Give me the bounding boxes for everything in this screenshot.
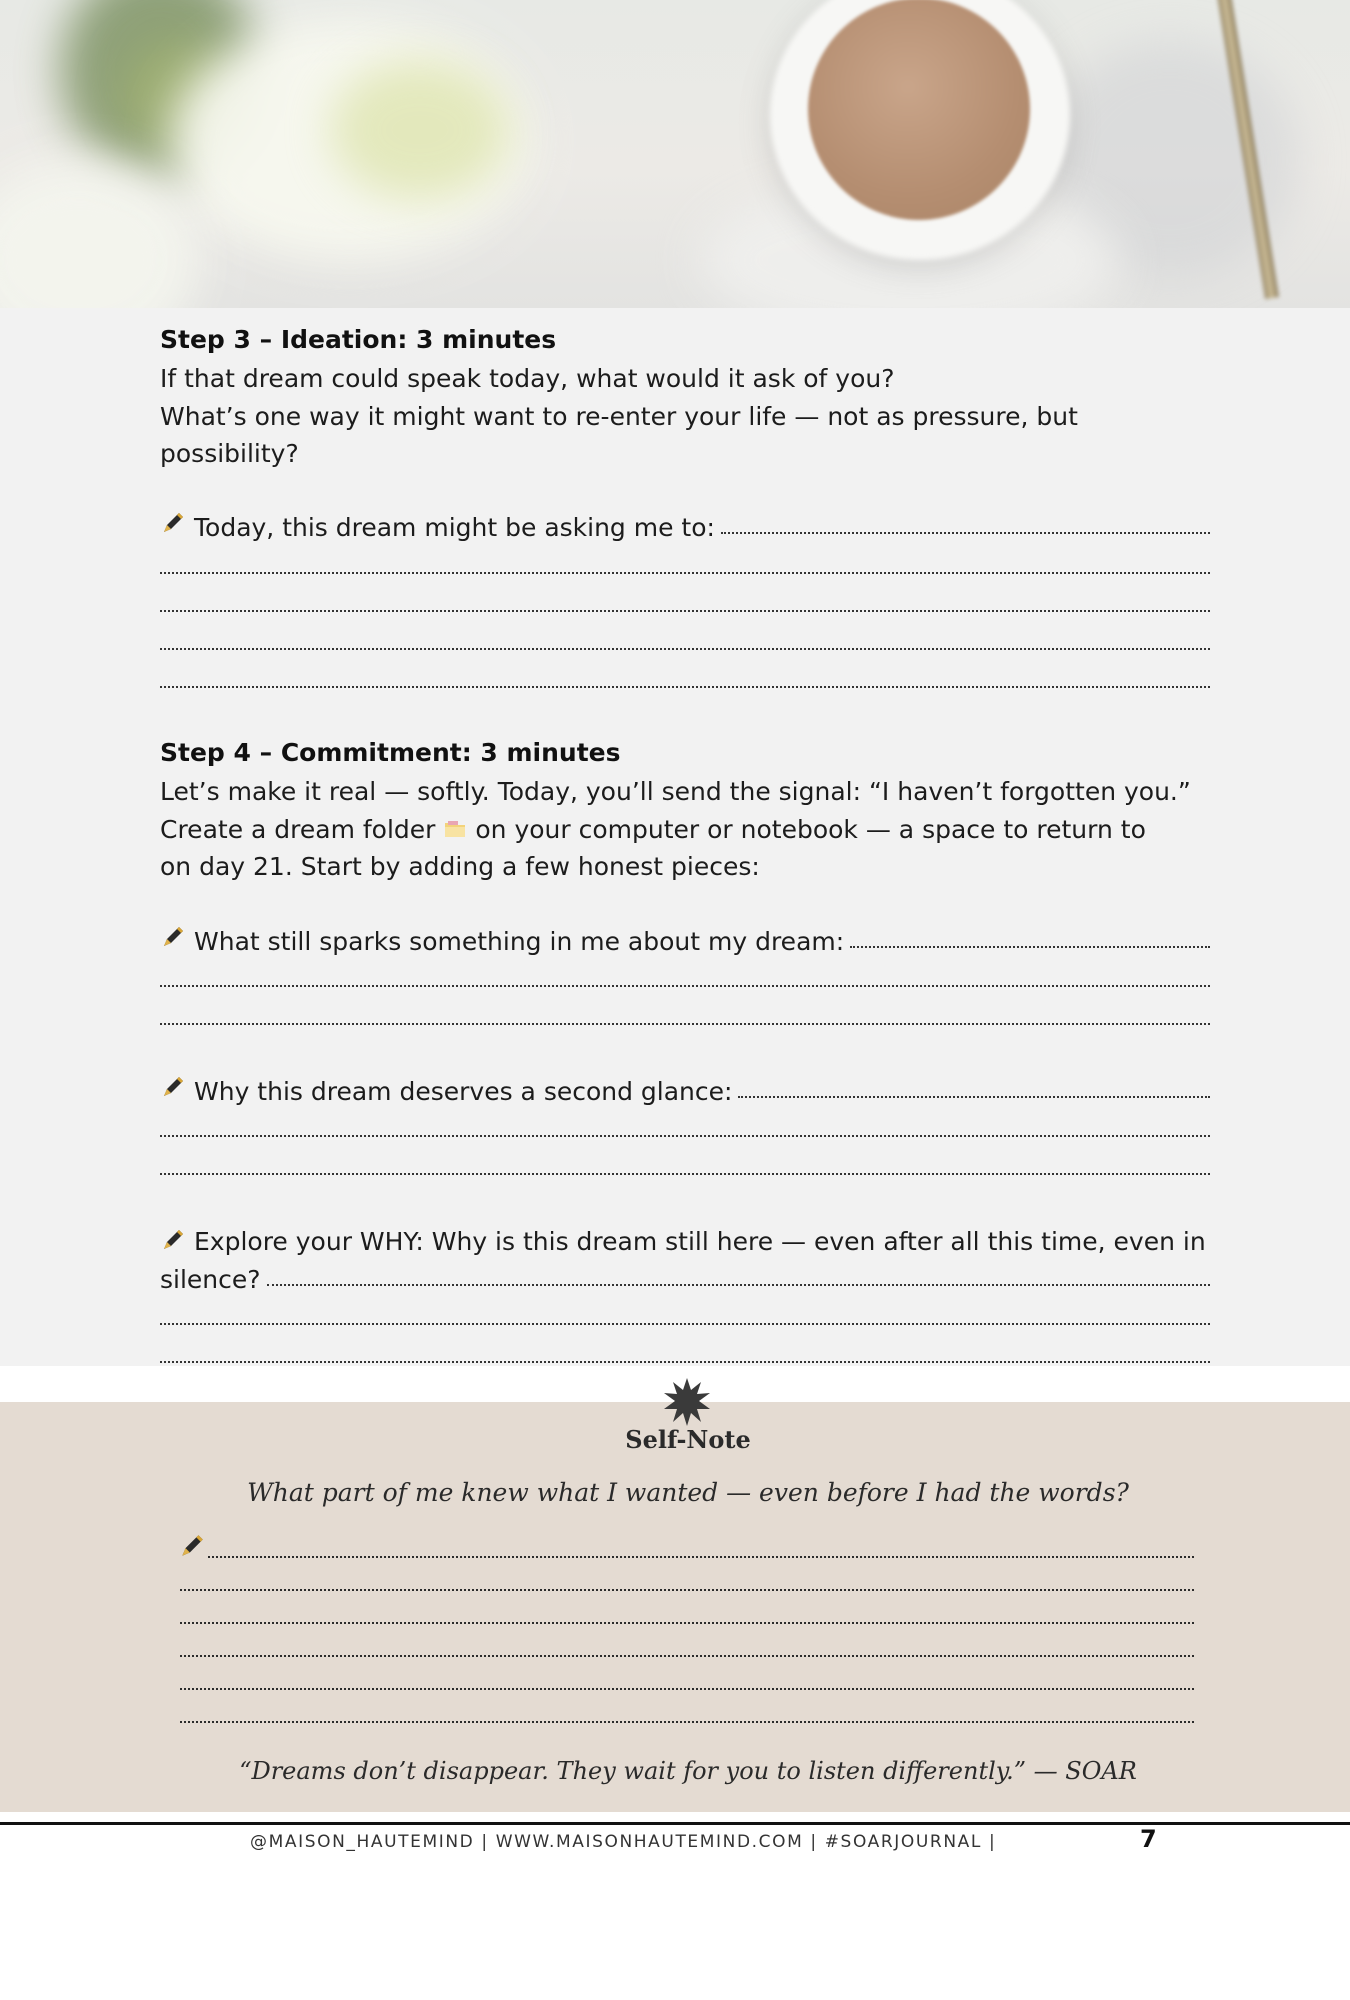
answer-line[interactable]	[721, 532, 1210, 534]
photo-flower-lower	[0, 160, 200, 308]
answer-line[interactable]	[160, 1323, 1210, 1325]
step4-prompt2-row	[160, 1073, 1210, 1111]
answer-line[interactable]	[160, 1023, 1210, 1025]
step3-line1: If that dream could speak today, what would it ask of you?	[160, 364, 895, 393]
answer-line[interactable]	[738, 1096, 1210, 1098]
pen-icon	[160, 510, 186, 536]
step4-prompt1-row	[160, 923, 1210, 961]
step4-line3: on day 21. Start by adding a few honest pieces:	[160, 852, 760, 881]
step3-prompt-row	[160, 509, 1210, 547]
pen-icon	[160, 1074, 186, 1100]
self-note-answer-line[interactable]	[180, 1721, 1194, 1723]
step4-title: Step 4 – Commitment: 3 minutes	[160, 738, 621, 767]
step3-title: Step 3 – Ideation: 3 minutes	[160, 325, 557, 354]
pen-icon	[160, 924, 186, 950]
star-icon	[663, 1378, 711, 1426]
answer-line[interactable]	[160, 985, 1210, 987]
photo-flower-center	[330, 60, 510, 200]
step4-prompt2-label: Why this dream deserves a second glance:	[194, 1077, 733, 1106]
step4-prompt1	[160, 923, 1210, 961]
step4-prompt2	[160, 1073, 1210, 1111]
answer-line[interactable]	[850, 946, 1210, 948]
answer-line[interactable]	[160, 610, 1210, 612]
step4-prompt3-line1	[160, 1223, 1210, 1261]
answer-line[interactable]	[160, 648, 1210, 650]
answer-line[interactable]	[160, 686, 1210, 688]
step4-prompt1-label: What still sparks something in me about my dream:	[194, 927, 845, 956]
answer-line[interactable]	[267, 1284, 1210, 1286]
self-note-quote: “Dreams don’t disappear. They wait for you to listen differently.” — SOAR	[239, 1757, 1137, 1785]
step4-paragraph	[160, 773, 1210, 886]
self-note-title: Self-Note	[625, 1425, 751, 1454]
self-note-answer-line[interactable]	[180, 1655, 1194, 1657]
self-note-section	[0, 1402, 1350, 1812]
step3-paragraph	[160, 360, 1210, 473]
answer-line[interactable]	[160, 1135, 1210, 1137]
answer-line[interactable]	[160, 1173, 1210, 1175]
step4-line1: Let’s make it real — softly. Today, you’ll send the signal: “I haven’t forgotten you.”	[160, 777, 1191, 806]
step4-line2	[160, 811, 1210, 849]
pen-icon	[160, 1227, 186, 1253]
step4-prompt3	[160, 1223, 1210, 1298]
step4-prompt3-row	[160, 1261, 1210, 1299]
folder-icon	[443, 817, 467, 841]
photo-coffee	[808, 0, 1030, 220]
answer-line[interactable]	[160, 572, 1210, 574]
page-number: 7	[1140, 1825, 1157, 1853]
step4-line2-end: on your computer or notebook — a space to return to	[475, 814, 1146, 844]
self-note-answer-line[interactable]	[180, 1688, 1194, 1690]
answer-line[interactable]	[160, 1361, 1210, 1363]
step4-prompt3-label-end: silence?	[160, 1264, 261, 1294]
pen-icon	[178, 1532, 206, 1560]
self-note-question: What part of me knew what I wanted — even before I had the words?	[247, 1478, 1129, 1507]
footer-text: @MAISON_HAUTEMIND | WWW.MAISONHAUTEMIND.COM | #SOARJOURNAL |	[250, 1832, 997, 1852]
hero-photo	[0, 0, 1350, 308]
step3-prompt-label: Today, this dream might be asking me to:	[194, 513, 715, 542]
step4-prompt3-label: Explore your WHY: Why is this dream still here — even after all this time, even in	[194, 1227, 1206, 1256]
step3-line2: What’s one way it might want to re-enter your life — not as pressure, but	[160, 401, 1078, 431]
step4-line2-start: Create a dream folder	[160, 814, 436, 844]
self-note-answer-line[interactable]	[208, 1556, 1194, 1558]
self-note-answer-line[interactable]	[180, 1589, 1194, 1591]
self-note-answer-line[interactable]	[180, 1622, 1194, 1624]
step3-line3: possibility?	[160, 439, 299, 468]
step3-prompt	[160, 509, 1210, 547]
